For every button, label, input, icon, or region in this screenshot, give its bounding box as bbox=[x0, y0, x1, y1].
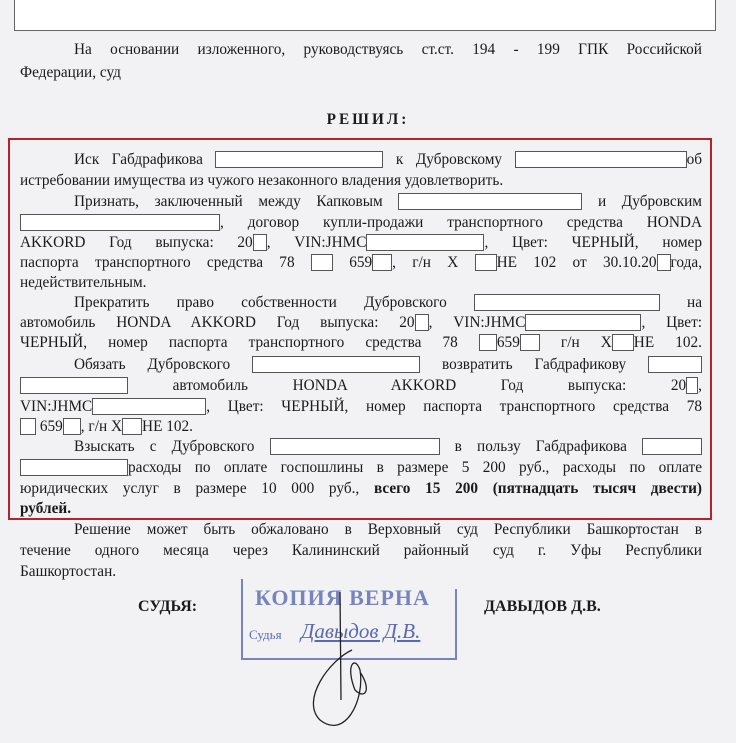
appeal-line: Башкортостан. bbox=[20, 563, 117, 580]
decision-line: недействительным. bbox=[20, 274, 147, 291]
text-fragment: 659 bbox=[39, 418, 63, 435]
text-fragment: Обязать Дубровского bbox=[74, 356, 231, 373]
text-fragment: возвратить Габдрафикову bbox=[441, 356, 627, 373]
judge-label: СУДЬЯ: bbox=[138, 598, 198, 615]
text-fragment: Взыскать с Дубровского bbox=[74, 438, 255, 455]
text-fragment: автомобиль HONDA AKKORD Год выпуска: 20 bbox=[20, 314, 415, 331]
text-fragment: Прекратить право собственности Дубровского bbox=[74, 294, 447, 311]
text-fragment: VIN:JHMC bbox=[20, 398, 93, 415]
text-fragment: на bbox=[687, 294, 703, 311]
text-fragment: всего 15 200 (пятнадцать тысяч двести) bbox=[373, 480, 702, 497]
text-fragment: , Цвет: ЧЕРНЫЙ, номер паспорта транспортного средства 78 bbox=[206, 398, 702, 415]
text-fragment: 659 bbox=[349, 254, 373, 271]
decision-line: рублей. bbox=[20, 500, 72, 517]
text-fragment: , VIN:JHMC bbox=[428, 314, 526, 331]
text-fragment: , Цвет: bbox=[641, 314, 703, 331]
intro-line: Федерации, суд bbox=[20, 64, 121, 81]
text-fragment: 659 bbox=[496, 334, 520, 351]
text-fragment: , bbox=[698, 377, 702, 394]
appeal-line: течение одного месяца через Калининский районный суд г. Уфы Республики bbox=[20, 542, 702, 559]
text-fragment: юридических услуг в размере 10 000 руб., bbox=[20, 480, 360, 497]
text-fragment: , г/н Х bbox=[392, 254, 459, 271]
text-fragment: года, bbox=[670, 254, 703, 271]
text-fragment: расходы по оплате госпошлины в размере 5 200 руб., расходы по оплате bbox=[128, 459, 702, 476]
text-fragment: автомобиль HONDA AKKORD Год выпуска: 20 bbox=[172, 377, 687, 394]
text-fragment: Признать, заключенный между Капковым bbox=[74, 193, 383, 210]
text-fragment: , VIN:JHMC bbox=[266, 234, 367, 251]
decision-line: истребовании имущества из чужого незаконного владения удовлетворить. bbox=[20, 172, 504, 189]
appeal-line: Решение может быть обжаловано в Верховный суд Республики Башкортостан в bbox=[74, 521, 702, 538]
heading-decided: РЕШИЛ: bbox=[326, 111, 410, 128]
text-fragment: об bbox=[686, 151, 703, 168]
text-fragment: НЕ 102 от 30.10.20 bbox=[496, 254, 657, 271]
stamp-label: Судья bbox=[249, 627, 282, 642]
text-fragment: , Цвет: ЧЕРНЫЙ, номер bbox=[484, 234, 702, 251]
text-fragment: паспорта транспортного средства 78 bbox=[20, 254, 295, 271]
text-fragment: , договор купли-продажи транспортного средства HONDA bbox=[220, 214, 702, 231]
judge-name: ДАВЫДОВ Д.В. bbox=[484, 598, 601, 615]
text-fragment: к Дубровскому bbox=[395, 151, 503, 168]
stamp-title: КОПИЯ ВЕРНА bbox=[255, 585, 430, 610]
text-fragment: в пользу Габдрафикова bbox=[454, 438, 627, 455]
text-fragment: ЧЕРНЫЙ, номер паспорта транспортного средства 78 bbox=[20, 334, 458, 351]
intro-line: На основании изложенного, руководствуясь ст.ст. 194 - 199 ГПК Российской bbox=[74, 41, 702, 58]
stamp-name: Давыдов Д.В. bbox=[301, 619, 421, 643]
text-fragment: НЕ 102. bbox=[142, 418, 194, 435]
text-fragment: Иск Габдрафикова bbox=[74, 151, 203, 168]
text-fragment: AKKORD Год выпуска: 20 bbox=[20, 234, 253, 251]
text-fragment: г/н Х bbox=[560, 334, 612, 351]
text-fragment: и Дубровским bbox=[597, 193, 702, 210]
text-fragment: , г/н Х bbox=[80, 418, 123, 435]
text-fragment: НЕ 102. bbox=[633, 334, 702, 351]
